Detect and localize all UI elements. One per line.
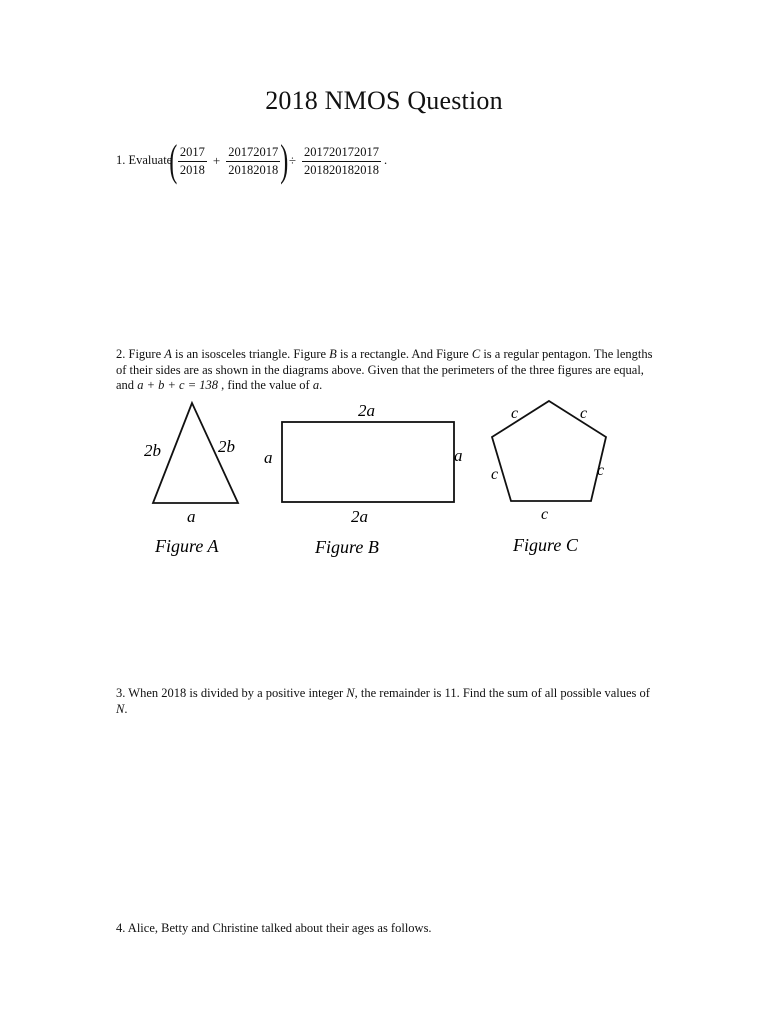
fraction-2 xyxy=(226,145,280,178)
figures-diagram xyxy=(130,390,620,570)
plus-sign: + xyxy=(212,153,221,169)
fraction-1 xyxy=(178,145,207,178)
q2-var-c-figure: C xyxy=(471,347,481,361)
pentagon-side-label-left: c xyxy=(491,466,499,483)
q2-var-a: a xyxy=(312,378,320,392)
rectangle-figure-b xyxy=(282,422,454,502)
q2-text-4: is a regular pentagon. The lengths of their sides are as shown in the diagrams above. Given that the perimeters of the three figures are equal, and xyxy=(116,347,653,392)
triangle-base-label: a xyxy=(187,507,196,526)
triangle-left-label: 2b xyxy=(144,441,161,460)
q2-equation: a + b + c = 138 xyxy=(137,378,219,392)
q2-text-5: , find the value of xyxy=(218,378,313,392)
right-paren: ) xyxy=(280,136,289,185)
question-1 xyxy=(116,136,436,185)
question-3 xyxy=(116,686,656,717)
page-title: 2018 NMOS Question xyxy=(265,86,503,115)
q1-prefix: 1. Evaluate xyxy=(116,153,173,168)
figure-a-label: Figure A xyxy=(155,536,219,556)
rectangle-bottom-label: 2a xyxy=(351,507,368,526)
fraction-2-denominator: 20182018 xyxy=(228,162,279,177)
fraction-3-denominator: 201820182018 xyxy=(304,162,380,177)
fraction-3 xyxy=(302,145,381,178)
rectangle-right-label: a xyxy=(454,446,463,465)
q3-text-3: . xyxy=(124,701,128,716)
pentagon-side-label-top-left: c xyxy=(511,405,519,422)
q2-var-a-figure: A xyxy=(164,347,172,361)
q3-text-1: 3. When 2018 is divided by a positive integer xyxy=(116,686,347,700)
figure-c-label: Figure C xyxy=(513,535,578,555)
question-2 xyxy=(116,347,656,394)
triangle-right-label: 2b xyxy=(218,437,235,456)
fraction-2-numerator: 20172017 xyxy=(226,145,280,162)
fraction-1-numerator: 2017 xyxy=(178,145,207,162)
q2-var-b-figure: B xyxy=(329,347,337,361)
q3-text-2: the remainder is 11. Find the sum of all possible values of xyxy=(357,686,650,700)
rectangle-top-label: 2a xyxy=(358,401,375,420)
q2-text-2: is an isosceles triangle. Figure xyxy=(171,347,330,361)
question-4: 4. Alice, Betty and Christine talked about their ages as follows. xyxy=(116,921,432,935)
pentagon-figure-c xyxy=(492,401,606,501)
pentagon-side-label-right: c xyxy=(597,462,605,479)
left-paren: ( xyxy=(169,136,178,185)
q2-text-1: 2. Figure xyxy=(116,347,165,361)
q2-text-6: . xyxy=(319,378,323,392)
q2-text-3: is a rectangle. And Figure xyxy=(336,347,472,361)
pentagon-side-label-bottom: c xyxy=(541,506,549,523)
rectangle-left-label: a xyxy=(264,448,273,467)
figure-b-label: Figure B xyxy=(315,537,379,557)
divide-sign: ÷ xyxy=(288,153,297,169)
q3-var-n-2: N xyxy=(116,701,125,716)
pentagon-side-label-top-right: c xyxy=(580,405,588,422)
fraction-3-numerator: 201720172017 xyxy=(302,145,381,162)
fraction-1-denominator: 2018 xyxy=(179,162,205,177)
q3-var-n: N, xyxy=(346,686,358,700)
q1-end: . xyxy=(384,153,388,168)
